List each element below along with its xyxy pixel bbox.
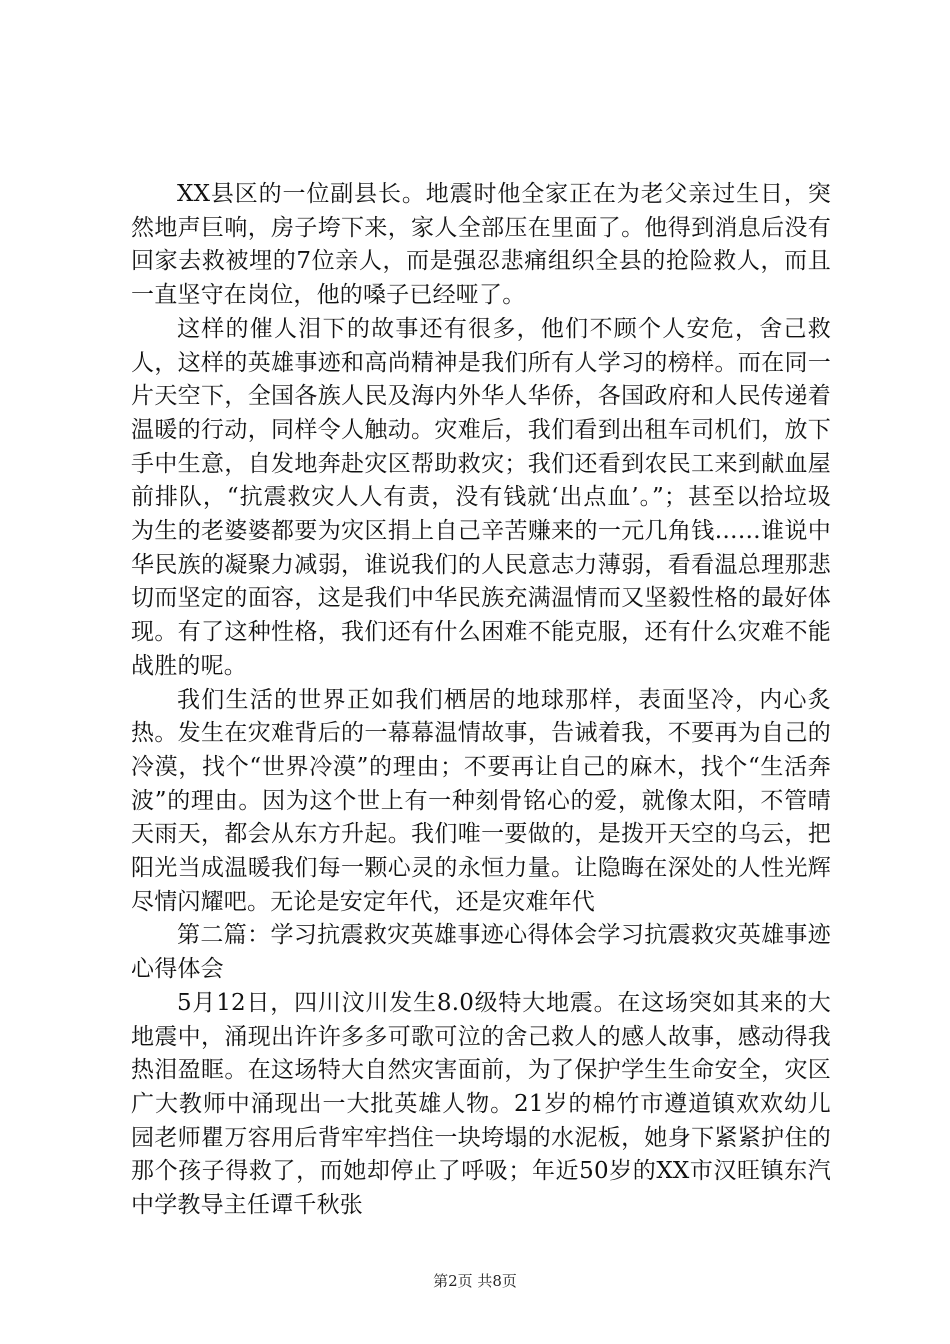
page-number-footer: 第2页 共8页 [433, 1272, 517, 1290]
section-heading: 第二篇：学习抗震救灾英雄事迹心得体会学习抗震救灾英雄事迹心得体会 [131, 922, 831, 983]
paragraph-deputy-county-head: XX县区的一位副县长。地震时他全家正在为老父亲过生日，突然地声巨响，房子垮下来，家人全部压在里面了。他得到消息后没有回家去救被埋的7位亲人，而是强忍悲痛组织全县的抢险救人，而且一直坚守在岗位，他的嗓子已经哑了。 [131, 181, 831, 309]
paragraph-wenchuan-earthquake: 5月12日，四川汶川发生8.0级特大地震。在这场突如其来的大地震中，涌现出许许多多可歌可泣的舍己救人的感人故事，感动得我热泪盈眶。在这场特大自然灾害面前，为了保护学生生命安全，灾区广大教师中涌现出一大批英雄人物。21岁的棉竹市遵道镇欢欢幼儿园老师瞿万容用后背牢牢挡住一块垮塌的水泥板，她身下紧紧护住的那个孩子得救了，而她却停止了呼吸；年近50岁的XX市汉旺镇东汽中学教导主任谭千秋张 [131, 989, 831, 1219]
document-body [131, 178, 831, 1223]
paragraph-touching-stories: 这样的催人泪下的故事还有很多，他们不顾个人安危，舍己救人，这样的英雄事迹和高尚精神是我们所有人学习的榜样。而在同一片天空下，全国各族人民及海内外华人华侨，各国政府和人民传递着温暖的行动，同样令人触动。灾难后，我们看到出租车司机们，放下手中生意，自发地奔赴灾区帮助救灾；我们还看到农民工来到献血屋前排队，“抗震救灾人人有责，没有钱就‘出点血’。”；甚至以拾垃圾为生的老婆婆都要为灾区捐上自己辛苦赚来的一元几角钱……谁说中华民族的凝聚力减弱，谁说我们的人民意志力薄弱，看看温总理那悲切而坚定的面容，这是我们中华民族充满温情而又坚毅性格的最好体现。有了这种性格，我们还有什么困难不能克服，还有什么灾难不能战胜的呢。 [131, 315, 831, 679]
paragraph-warmth-reflection: 我们生活的世界正如我们栖居的地球那样，表面坚冷，内心炙热。发生在灾难背后的一幕幕温情故事，告诫着我，不要再为自己的冷漠，找个“世界冷漠”的理由；不要再让自己的麻木，找个“生活奔波”的理由。因为这个世上有一种刻骨铭心的爱，就像太阳，不管晴天雨天，都会从东方升起。我们唯一要做的，是拨开天空的乌云，把阳光当成温暖我们每一颗心灵的永恒力量。让隐晦在深处的人性光辉尽情闪耀吧。无论是安定年代，还是灾难年代 [131, 686, 831, 915]
